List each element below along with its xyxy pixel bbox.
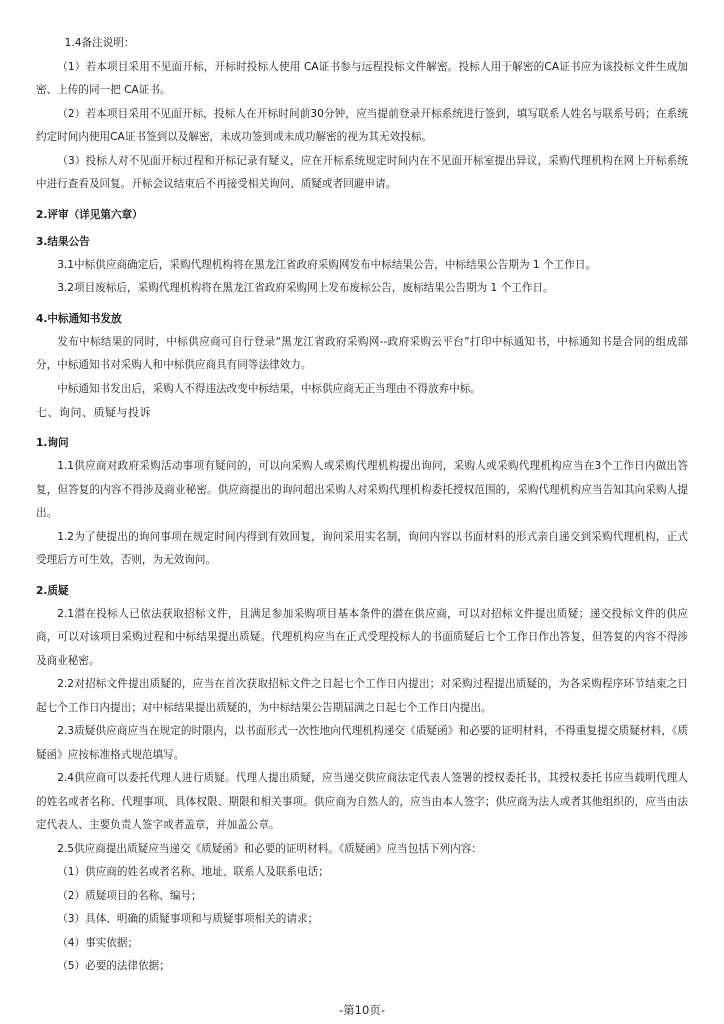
section-title-inquiry-challenge-complaint: 七、询问、质疑与投诉 [36, 406, 151, 419]
item-1-4-heading: 1.4备注说明： [64, 37, 135, 49]
heading-inquiry: 1.询问 [36, 437, 69, 449]
heading-award-notice: 4.中标通知书发放 [36, 312, 122, 325]
note-paragraph-1: （1）若本项目采用不见面开标，开标时投标人使用 CA证书参与远程投标文件解密。投标人用于解密的CA证书应为该投标文件生成加密、上传的同一把 CA证书。 [36, 60, 688, 96]
heading-evaluation: 2.评审（详见第六章） [36, 208, 143, 221]
list-item-3: （3）具体、明确的质疑事项和与质疑事项相关的请求； [57, 913, 319, 925]
item-challenge-2-2: 2.2对招标文件提出质疑的，应当在首次获取招标文件之日起七个工作日内提出；对采购过程提出质疑的，为各采购程序环节结束之日起七个工作日内提出；对中标结果提出质疑的，为中标结果公告期届满之日起七个工作日内提出。 [36, 678, 688, 714]
list-item-1: （1）供应商的姓名或者名称、地址、联系人及联系电话； [57, 866, 329, 878]
item-challenge-2-3: 2.3质疑供应商应当在规定的时限内，以书面形式一次性地向代理机构递交《质疑函》和必要的证明材料，不得重复提交质疑材料，《质疑函》应按标准格式规范填写。 [36, 725, 688, 761]
item-challenge-2-4: 2.4供应商可以委托代理人进行质疑。代理人提出质疑，应当递交供应商法定代表人签署的授权委托书，其授权委托书应当载明代理人的姓名或者名称、代理事项、具体权限、期限和相关事项。供应商为自然人的，应当由本人签字；供应商为法人或者其他组织的，应当由法定代表人、主要负责人签字或者盖章，并加盖公章。 [36, 772, 688, 831]
item-challenge-2-1: 2.1潜在投标人已依法获取招标文件，且满足参加采购项目基本条件的潜在供应商，可以对招标文件提出质疑；递交投标文件的供应商，可以对该项目采购过程和中标结果提出质疑。代理机构应当在正式受理投标人的书面质疑后七个工作日作出答复，但答复的内容不得涉及商业秘密。 [36, 607, 688, 667]
list-item-4: （4）事实依据； [57, 936, 139, 949]
item-3-1: 3.1中标供应商确定后，采购代理机构将在黑龙江省政府采购网发布中标结果公告，中标结果公告期为 1 个工作日。 [57, 258, 597, 271]
heading-challenge: 2.质疑 [36, 584, 69, 597]
list-item-2: （2）质疑项目的名称、编号； [57, 889, 202, 902]
item-inquiry-1-2: 1.2为了使提出的询问事项在规定时间内得到有效回复，询问采用实名制，询问内容以书面材料的形式亲自递交到采购代理机构，正式受理后方可生效，否则，为无效询问。 [36, 530, 688, 566]
heading-result-announcement: 3.结果公告 [36, 235, 90, 248]
award-notice-paragraph-1: 发布中标结果的同时，中标供应商可自行登录“黑龙江省政府采购网--政府采购云平台”打印中标通知书，中标通知书是合同的组成部分，中标通知书对采购人和中标供应商具有同等法律效力。 [36, 335, 688, 371]
note-paragraph-3: （3）投标人对不见面开标过程和开标记录有疑义，应在开标系统规定时间内在不见面开标室提出异议，采购代理机构在网上开标系统中进行查看及回复。开标会议结束后不再接受相关询问、质疑或者回避申请。 [36, 154, 688, 190]
item-challenge-2-5: 2.5供应商提出质疑应当递交《质疑函》和必要的证明材料。《质疑函》应当包括下列内容： [57, 842, 482, 855]
item-3-2: 3.2项目废标后，采购代理机构将在黑龙江省政府采购网上发布废标公告，废标结果公告期为 1 个工作日。 [57, 282, 554, 294]
award-notice-paragraph-2: 中标通知书发出后，采购人不得违法改变中标结果，中标供应商无正当理由不得放弃中标。 [57, 382, 481, 395]
item-inquiry-1-1: 1.1供应商对政府采购活动事项有疑问的，可以向采购人或采购代理机构提出询问，采购人或采购代理机构应当在3个工作日内做出答复，但答复的内容不得涉及商业秘密。供应商提出的询问超出采购人对采购代理机构委托授权范围的，采购代理机构应当告知其向采购人提出。 [36, 460, 688, 519]
note-paragraph-2: （2）若本项目采用不见面开标，投标人在开标时间前30分钟，应当提前登录开标系统进行签到，填写联系人姓名与联系号码；在系统约定时间内使用CA证书签到以及解密，未成功签到或未成功解密的视为其无效投标。 [36, 107, 688, 143]
document-page [36, 32, 688, 979]
page-number: -第10页- [339, 1003, 385, 1017]
list-item-5: （5）必要的法律依据； [57, 960, 170, 972]
